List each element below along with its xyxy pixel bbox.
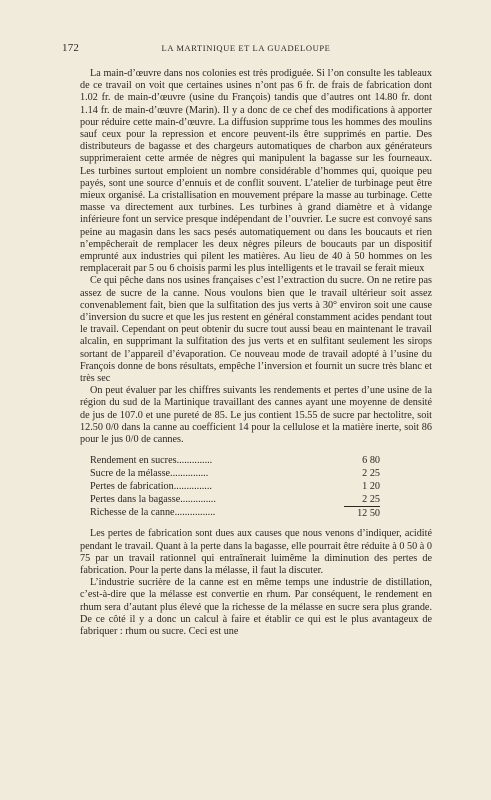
- page-body: [80, 68, 432, 638]
- table-total-row: [90, 506, 380, 520]
- running-title: LA MARTINIQUE ET LA GUADELOUPE: [161, 43, 331, 53]
- table-row: [90, 493, 380, 506]
- row-value: 2 25: [362, 494, 380, 506]
- paragraph: L’industrie sucrière de la canne est en même temps une industrie de distillation, c’est-à-dire que la mélasse est convertie en rhum. Par conséquent, le rendement en rhum sera d’autant plus élevé que la richesse de la mélasse en sucre sera plus grande. De ce côté il y a donc un calcul à faire et établir ce qui est le plus avantageux de fabriquer : rhum ou sucre. Ceci est une: [80, 577, 432, 637]
- table-row: [90, 467, 380, 480]
- paragraph: Les pertes de fabrication sont dues aux causes que nous venons d’indiquer, acidité pendant le travail. Quant à la perte dans la bagasse, elle pourrait être réduite à 0 50 à 0 75 par un travail rationnel qui entraînerait luimême la diminution des pertes de fabrication. Pour la perte dans la mélasse, il faut la discuter.: [80, 528, 432, 576]
- row-label: Rendement en sucres..............: [90, 455, 213, 467]
- row-value: 12 50: [344, 506, 380, 520]
- table-row: [90, 454, 380, 467]
- paragraph: On peut évaluer par les chiffres suivants les rendements et pertes d’une usine de la région du sud de la Martinique travaillant des cannes ayant une moyenne de densité de jus de 107.0 et une pureté de 85. Le jus contient 15.55 de sucre par hectolitre, soit 12.50 0/0 dans la canne au coefficient 14 pour la cellulose et la matière inerte, soit 86 pour le jus 0/0 de cannes.: [80, 385, 432, 446]
- row-label: Richesse de la canne................: [90, 507, 216, 519]
- yield-table: [90, 454, 380, 520]
- page-header: [60, 42, 432, 56]
- row-value: 2 25: [362, 468, 380, 480]
- paragraph: Ce qui pêche dans nos usines françaises c’est l’extraction du sucre. On ne retire pas assez de sucre de la canne. Nous voulons bien que le travail ultérieur soit assez convenablement fait, bien que la sulfitation des jus verts à 30° environ soit une cause d’inversion du sucre et que les jus restent en général constamment acides pendant tout le travail. Cependant on peut obtenir du sucre tout aussi beau en maintenant le travail alcalin, en supprimant la sulfitation des jus verts et en sulfitant seulement les sirops sortant de l’appareil d’évaporation. Ce nouveau mode de travail adopté à l’usine du François donne de bons résultats, empêche l’inversion et fournit un sucre très blanc et très sec: [80, 275, 432, 385]
- row-label: Pertes dans la bagasse..............: [90, 494, 216, 506]
- row-value: 1 20: [362, 481, 380, 493]
- row-label: Sucre de la mélasse...............: [90, 468, 209, 480]
- table-row: [90, 480, 380, 493]
- paragraph: La main-d’œuvre dans nos colonies est très prodiguée. Si l’on consulte les tableaux de ce travail on voit que certaines usines n’ont pas 6 fr. de frais de fabrication dont 1.02 fr. de main-d’œuvre (usine du François) tandis que d’autres ont 14.80 fr. dont 1.14 fr. de main-d’œuvre (Marin). Il y a donc de ce chef des modifications à apporter pour réduire cette main-d’œuvre. La diffusion supprime tous les hommes des moulins sauf ceux pour la repression et encore peuvent-ils être supprimés en partie. Des distributeurs de bagasse et des chargeurs automatiques de charbon aux générateurs supprimeraient cette armée de nègres qui manipulent la bagasse sur les fourneaux. Les turbines surtout emploient un nombre considérable d’hommes qui, quoique peu payés, sont une source d’ennuis et de conflit souvent. L’atelier de turbinage peut être mieux organisé. La cristallisation en mouvement prépare la masse au turbinage. Cette masse va directement aux turbines. Les turbines à grand diamètre et à vidange inférieure font un service presque indépendant de l’ouvrier. Le sucre est convoyé sans peine au magasin dans les sacs pesés automatiquement ou dans les boucauts et rien n’empêcherait de remplacer les deux nègres pileurs de boucauts par un dispositif emprunté aux industries qui pilent les matières. Au lieu de 40 à 50 hommes on les remplacerait par 5 ou 6 choisis parmi les plus intelligents et le travail se ferait mieux: [80, 68, 432, 275]
- row-label: Pertes de fabrication...............: [90, 481, 212, 493]
- row-value: 6 80: [362, 455, 380, 467]
- page-number: 172: [62, 42, 80, 54]
